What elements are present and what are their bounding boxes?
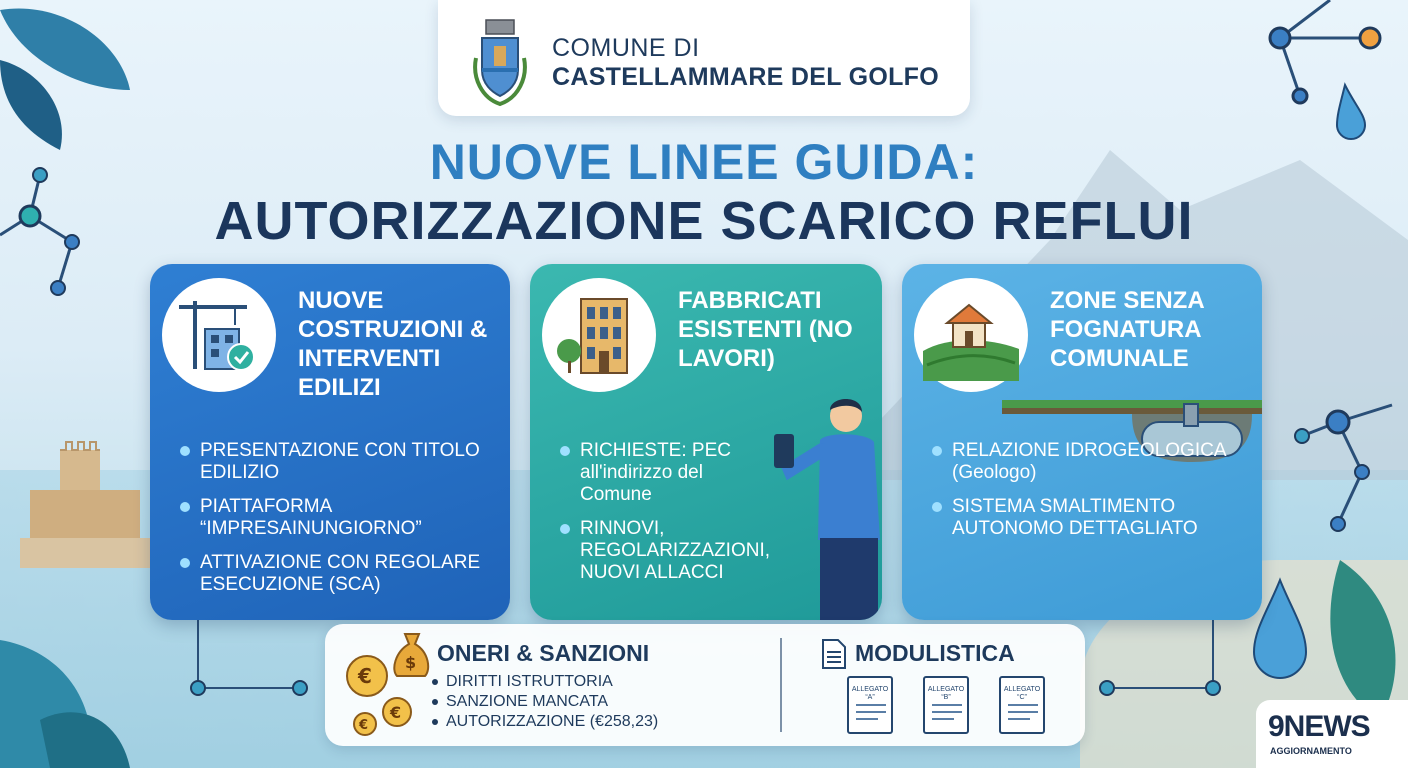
list-item: RICHIESTE: PEC all'indirizzo del Comune [558, 440, 778, 506]
form-document-c[interactable] [999, 676, 1045, 734]
news-logo-sub: AGGIORNAMENTO [1270, 746, 1352, 756]
connector-lines-right [1095, 620, 1225, 700]
card-1-title: NUOVE COSTRUZIONI & INTERVENTI EDILIZI [298, 287, 488, 401]
document-icon [821, 638, 847, 670]
castle-illustration [20, 420, 150, 580]
card-2-title: FABBRICATI ESISTENTI (NO LAVORI) [678, 287, 853, 372]
card-existing-buildings [530, 264, 882, 620]
svg-text:€: € [359, 718, 369, 733]
svg-text:€: € [390, 703, 402, 722]
fees-title: ONERI & SANZIONI [437, 640, 650, 666]
person-with-phone-illustration [770, 390, 882, 620]
card-2-icon-frame [542, 278, 656, 392]
news-logo-main: 9NEWS [1268, 710, 1370, 743]
fees-list [430, 672, 658, 732]
card-1-icon-frame [162, 278, 276, 392]
panel-divider [780, 638, 782, 732]
header-line-1: COMUNE DI [552, 34, 700, 62]
list-item: ATTIVAZIONE CON REGOLARE ESECUZIONE (SCA) [178, 552, 498, 596]
main-title-line-2: AUTORIZZAZIONE SCARICO REFLUI [214, 191, 1194, 251]
form-document-label: ALLEGATO “A” [851, 686, 889, 701]
list-item: DIRITTI ISTRUTTORIA [430, 672, 658, 692]
svg-text:$: $ [405, 653, 417, 672]
card-no-sewer-zones [902, 264, 1262, 620]
rural-house-icon [917, 281, 1025, 389]
apartment-building-icon [545, 281, 653, 389]
form-document-label: ALLEGATO “B” [927, 686, 965, 701]
list-item: SISTEMA SMALTIMENTO AUTONOMO DETTAGLIATO [930, 496, 1250, 540]
card-1-list [178, 440, 498, 608]
list-item: AUTORIZZAZIONE (€258,23) [430, 712, 658, 732]
header-line-2: CASTELLAMMARE DEL GOLFO [552, 63, 939, 91]
list-item: SANZIONE MANCATA [430, 692, 658, 712]
form-document-label: ALLEGATO “C” [1003, 686, 1041, 701]
leaf-decoration-bottom-left [0, 600, 140, 768]
news-logo [1256, 700, 1408, 768]
coins-money-bag-icon [345, 630, 431, 740]
form-document-b[interactable] [923, 676, 969, 734]
coat-of-arms-icon [468, 18, 532, 108]
list-item: PRESENTAZIONE CON TITOLO EDILIZIO [178, 440, 498, 484]
crane-building-check-icon [165, 281, 273, 389]
card-3-list [930, 440, 1250, 552]
municipality-header [438, 0, 970, 116]
main-title-line-1: NUOVE LINEE GUIDA: [429, 134, 979, 190]
card-3-title: ZONE SENZA FOGNATURA COMUNALE [1050, 287, 1204, 372]
molecule-decoration-top-right [1230, 0, 1408, 150]
list-item: RELAZIONE IDROGEOLOGICA (Geologo) [930, 440, 1250, 484]
fees-and-forms-panel [325, 624, 1085, 746]
svg-text:€: € [358, 664, 372, 688]
card-new-construction [150, 264, 510, 620]
form-document-a[interactable] [847, 676, 893, 734]
molecule-decoration-right [1290, 400, 1408, 540]
connector-lines [190, 620, 330, 700]
list-item: RINNOVI, REGOLARIZZAZIONI, NUOVI ALLACCI [558, 518, 778, 584]
card-3-icon-frame [914, 278, 1028, 392]
forms-title: MODULISTICA [855, 640, 1015, 666]
list-item: PIATTAFORMA “IMPRESAINUNGIORNO” [178, 496, 498, 540]
